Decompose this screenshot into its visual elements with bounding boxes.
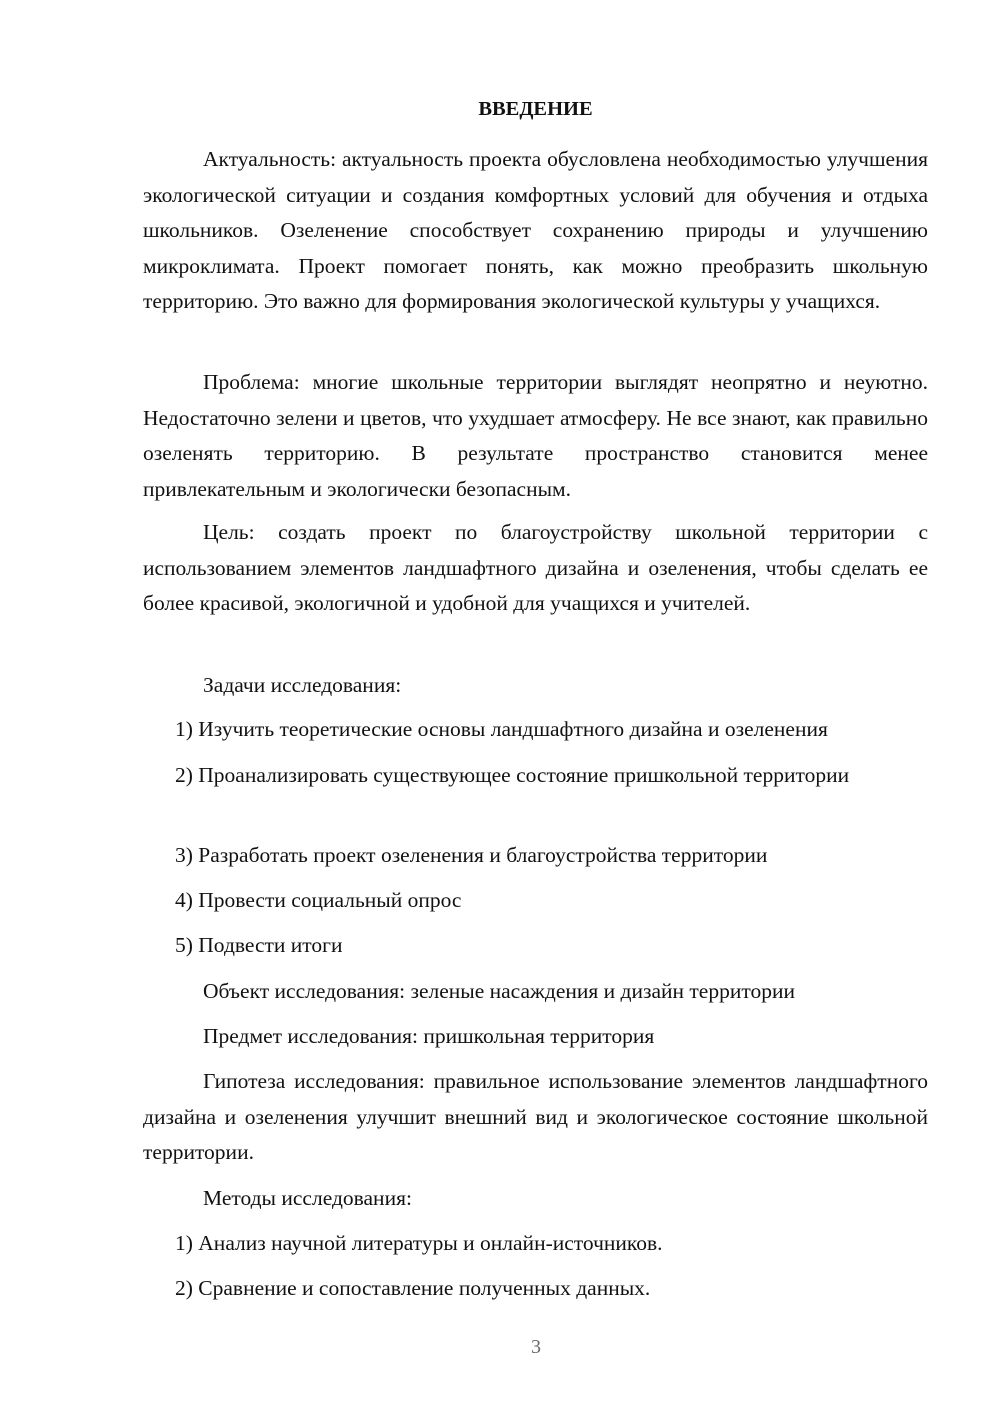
- task-item-5: 5) Подвести итоги: [175, 933, 343, 957]
- methods-heading: Методы исследования:: [203, 1186, 412, 1210]
- task-item-2: 2) Проанализировать существующее состояние пришкольной территории: [175, 763, 850, 787]
- task-item-4: 4) Провести социальный опрос: [175, 888, 462, 912]
- hypothesis-paragraph: Гипотеза исследования: правильное использование элементов ландшафтного дизайна и озеленения улучшит внешний вид и экологическое состояние школьной территории.: [143, 1069, 928, 1165]
- task-item-1: 1) Изучить теоретические основы ландшафтного дизайна и озеленения: [175, 717, 828, 741]
- tasks-heading: Задачи исследования:: [203, 673, 402, 697]
- goal-paragraph: Цель: создать проект по благоустройству школьной территории с использованием элементов ландшафтного дизайна и озеленения, чтобы сделать ее более красивой, экологичной и удобной для учащихся и учителей.: [143, 520, 928, 616]
- page-number: 3: [531, 1336, 541, 1358]
- problem-paragraph: Проблема: многие школьные территории выглядят неопрятно и неуютно. Недостаточно зелени и цветов, что ухудшает атмосферу. Не все знают, как правильно озеленять территорию. В результате пространство становится менее привлекательным и экологически безопасным.: [143, 370, 928, 501]
- subject-paragraph: Предмет исследования: пришкольная территория: [203, 1024, 655, 1048]
- relevance-paragraph: Актуальность: актуальность проекта обусловлена необходимостью улучшения экологической ситуации и создания комфортных условий для обучения и отдыха школьников. Озеленение способствует сохранению природы и улучшению микроклимата. Проект помогает понять, как можно преобразить школьную территорию. Это важно для формирования экологической культуры у учащихся.: [143, 147, 928, 314]
- page-title: ВВЕДЕНИЕ: [478, 98, 593, 120]
- method-item-1: 1) Анализ научной литературы и онлайн-источников.: [175, 1231, 663, 1255]
- task-item-3: 3) Разработать проект озеленения и благоустройства территории: [175, 843, 768, 867]
- object-paragraph: Объект исследования: зеленые насаждения и дизайн территории: [203, 979, 795, 1003]
- method-item-2: 2) Сравнение и сопоставление полученных данных.: [175, 1276, 651, 1300]
